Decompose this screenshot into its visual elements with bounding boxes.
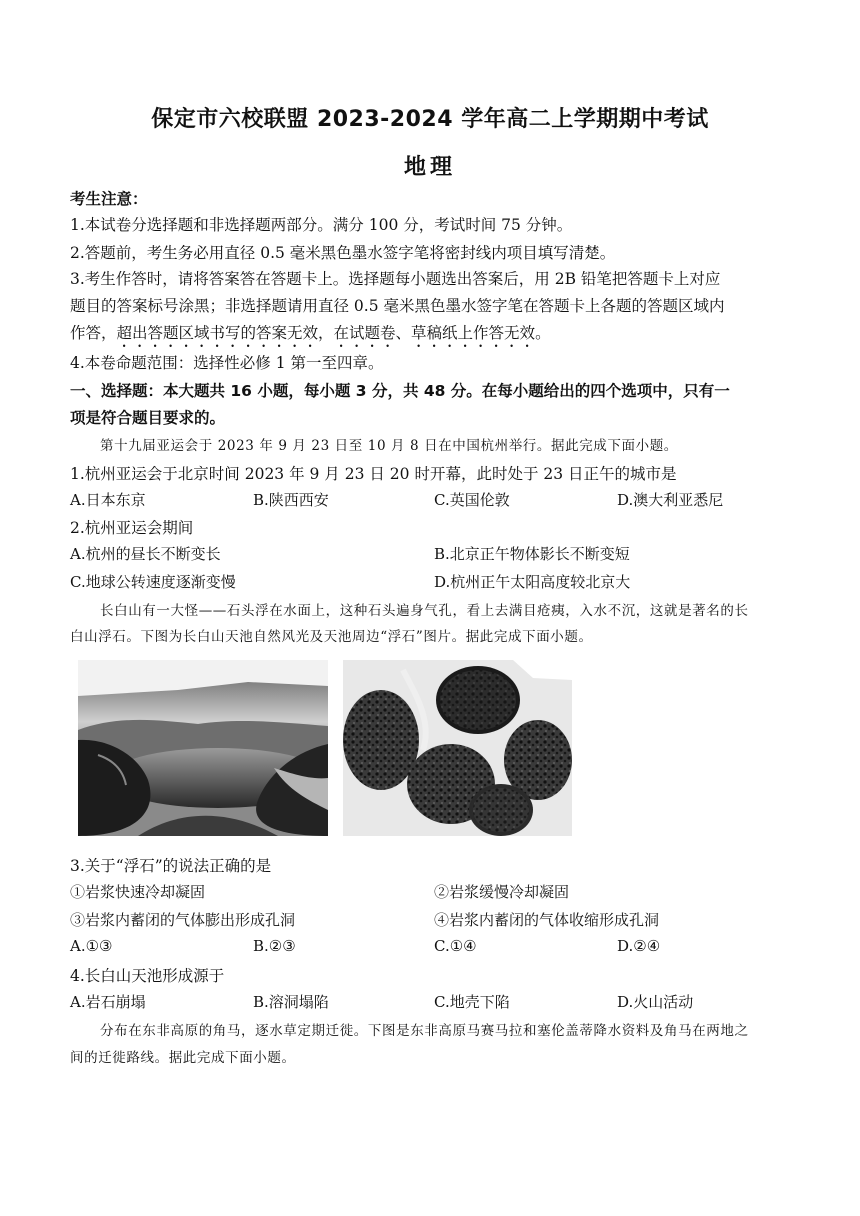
notice-item-1: 1.本试卷分选择题和非选择题两部分。满分 100 分，考试时间 75 分钟。 [70,216,573,234]
q3-option-c: C.①④ [434,937,477,955]
subject-title: 地理 [403,155,456,180]
notice-item-3-line-3 [70,320,551,351]
q2-option-c: C.地球公转速度逐渐变慢 [70,573,236,591]
stem-3-line-2: 间的迁徙路线。据此完成下面小题。 [70,1050,296,1066]
q3-statement-3: ③岩浆内蓄闭的气体膨出形成孔洞 [70,911,296,929]
q3-option-a: A.①③ [70,937,113,955]
pumice-stones-photo [343,660,572,836]
q3-option-d: D.②④ [617,937,661,955]
q1-option-b: B.陕西西安 [253,491,329,509]
q1-option-d: D.澳大利亚悉尼 [617,491,724,509]
tianchi-landscape-photo [78,660,328,836]
notice-item-4: 4.本卷命题范围：选择性必修 1 第一至四章。 [70,354,384,372]
q3-statement-2: ②岩浆缓慢冷却凝固 [434,883,570,901]
q4-option-b: B.溶洞塌陷 [253,993,329,1011]
question-1: 1.杭州亚运会于北京时间 2023 年 9 月 23 日 20 时开幕，此时处于 23 日正午的城市是 [70,465,677,483]
emphasized-text: 在试题卷、草稿纸上作答无效 [333,324,536,342]
q2-option-b: B.北京正午物体影长不断变短 [434,545,630,563]
q2-option-a: A.杭州的昼长不断变长 [70,545,221,563]
q4-option-d: D.火山活动 [617,993,694,1011]
notice-text: ， [318,324,334,342]
q1-option-c: C.英国伦敦 [434,491,510,509]
question-2: 2.杭州亚运会期间 [70,519,194,537]
notice-item-3-line-1: 3.考生作答时，请将答案答在答题卡上。选择题每小题选出答案后，用 2B 铅笔把答题卡上对应 [70,270,721,288]
stem-1: 第十九届亚运会于 2023 年 9 月 23 日至 10 月 8 日在中国杭州举行。据此完成下面小题。 [100,438,678,454]
emphasized-text: 超出答题区域书写的答案无效 [116,324,319,342]
question-4: 4.长白山天池形成源于 [70,967,225,985]
notice-item-2: 2.答题前，考生务必用直径 0.5 毫米黑色墨水签字笔将密封线内项目填写清楚。 [70,244,616,262]
q4-option-a: A.岩石崩塌 [70,993,146,1011]
question-3: 3.关于“浮石”的说法正确的是 [70,857,272,875]
section-heading-line-1: 一、选择题：本大题共 16 小题，每小题 3 分，共 48 分。在每小题给出的四个选项中，只有一 [70,382,730,400]
q2-option-d: D.杭州正午太阳高度较北京大 [434,573,631,591]
stem-2-line-2: 白山浮石。下图为长白山天池自然风光及天池周边“浮石”图片。据此完成下面小题。 [70,629,593,645]
notice-text: 作答， [70,324,117,342]
q4-option-c: C.地壳下陷 [434,993,510,1011]
stem-2-line-1: 长白山有一大怪——石头浮在水面上，这种石头遍身气孔，看上去满目疮痍，入水不沉，这就是著名的长 [100,603,749,619]
stem-3-line-1: 分布在东非高原的角马，逐水草定期迁徙。下图是东非高原马赛马拉和塞伦盖蒂降水资料及角马在两地之 [100,1023,749,1039]
q3-statement-1: ①岩浆快速冷却凝固 [70,883,206,901]
notice-text: 。 [535,324,551,342]
q1-option-a: A.日本东京 [70,491,146,509]
section-heading-line-2: 项是符合题目要求的。 [70,409,226,427]
notice-item-3-line-2: 题目的答案标号涂黑；非选择题请用直径 0.5 毫米黑色墨水签字笔在答题卡上各题的答题区域内 [70,297,725,315]
q3-option-b: B.②③ [253,937,296,955]
notice-heading: 考生注意： [70,190,148,208]
page-title: 保定市六校联盟 2023-2024 学年高二上学期期中考试 [151,107,709,132]
q3-statement-4: ④岩浆内蓄闭的气体收缩形成孔洞 [434,911,660,929]
